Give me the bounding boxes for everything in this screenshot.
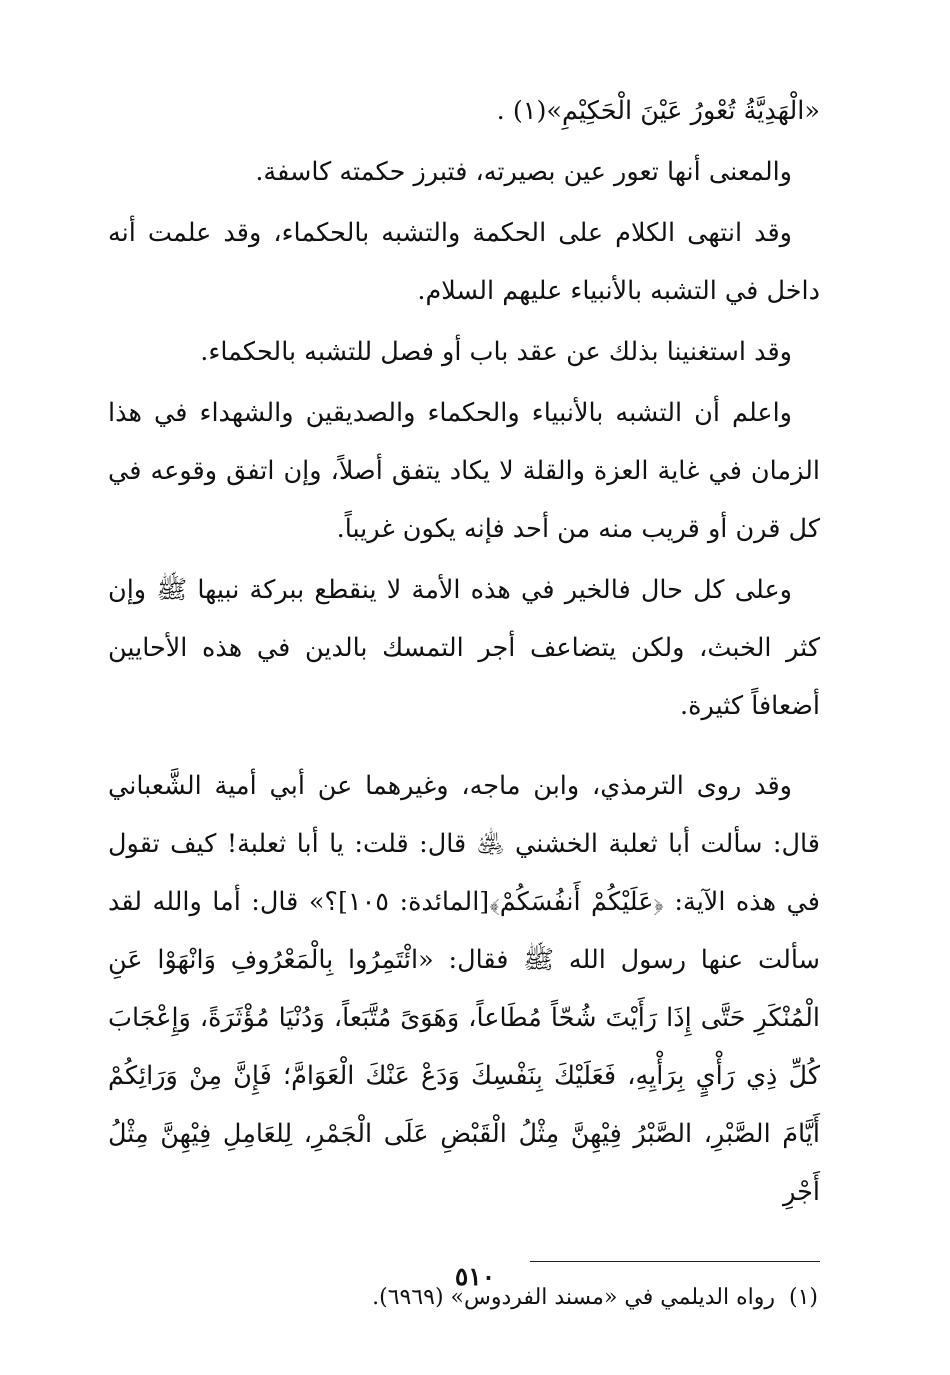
footnote-text: رواه الديلمي في «مسند الفردوس» (٦٩٦٩).: [372, 1285, 775, 1310]
page-number: ٥١٠: [454, 1262, 496, 1291]
paragraph-rarity: واعلم أن التشبه بالأنبياء والحكماء والصديقين والشهداء في هذا الزمان في غاية العزة والقلة لا يكاد يتفق أصلاً، وإن اتفق وقوعه في كل قرن أو قريب منه من أحد فإنه يكون غريباً.: [108, 398, 820, 544]
paragraph-hadith-gift: «الْهَدِيَّةُ تُعْورُ عَيْنَ الْحَكِيْمِ»(١) .: [496, 96, 820, 126]
paragraph-goodness-continues: وعلى كل حال فالخير في هذه الأمة لا ينقطع ببركة نبيها ﷺ وإن كثر الخبث، ولكن يتضاعف أجر التمسك بالدين في هذه الأحايين أضعافاً كثيرة.: [108, 575, 820, 721]
paragraph-meaning: والمعنى أنها تعور عين بصيرته، فتبرز حكمته كاسفة.: [255, 157, 792, 187]
paragraph-no-separate-chapter: وقد استغنينا بذلك عن عقد باب أو فصل للتشبه بالحكماء.: [200, 337, 792, 367]
paragraph-end-of-wisdom: وقد انتهى الكلام على الحكمة والتشبه بالحكماء، وقد علمت أنه داخل في التشبه بالأنبياء عليهم السلام.: [108, 218, 820, 306]
footnote-number: (١): [788, 1285, 818, 1310]
paragraph-tirmidhi-hadith: وقد روى الترمذي، وابن ماجه، وغيرهما عن أبي أمية الشَّعباني قال: سألت أبا ثعلبة الخشني ﵁ قال: قلت: يا أبا ثعلبة! كيف تقول في هذه الآية: ﴿عَلَيْكُمْ أَنفُسَكُمْ﴾[المائدة: ١٠٥]؟» قال: أما والله لقد سألت عنها رسول الله ﷺ فقال: «ائْتَمِرُوا بِالْمَعْرُوفِ وَانْهَوْا عَنِ الْمُنْكَرِ حَتَّى إِذَا رَأَيْتَ شُحّاً مُطَاعاً، وَهَوَىً مُتَّبَعاً، وَدُنْيَا مُؤْثَرَةً، وَإِعْجَابَ كُلِّ ذِي رَأْيٍ بِرَأْيِهِ، فَعَلَيْكَ بِنَفْسِكَ وَدَعْ عَنْكَ الْعَوَامَّ؛ فَإِنَّ مِنْ وَرَائِكُمْ أَيَّامَ الصَّبْرِ، الصَّبْرُ فِيْهِنَّ مِثْلُ الْقَبْضِ عَلَى الْجَمْرِ، لِلعَامِلِ فِيْهِنَّ مِثْلُ أَجْرِ: [108, 771, 820, 1207]
